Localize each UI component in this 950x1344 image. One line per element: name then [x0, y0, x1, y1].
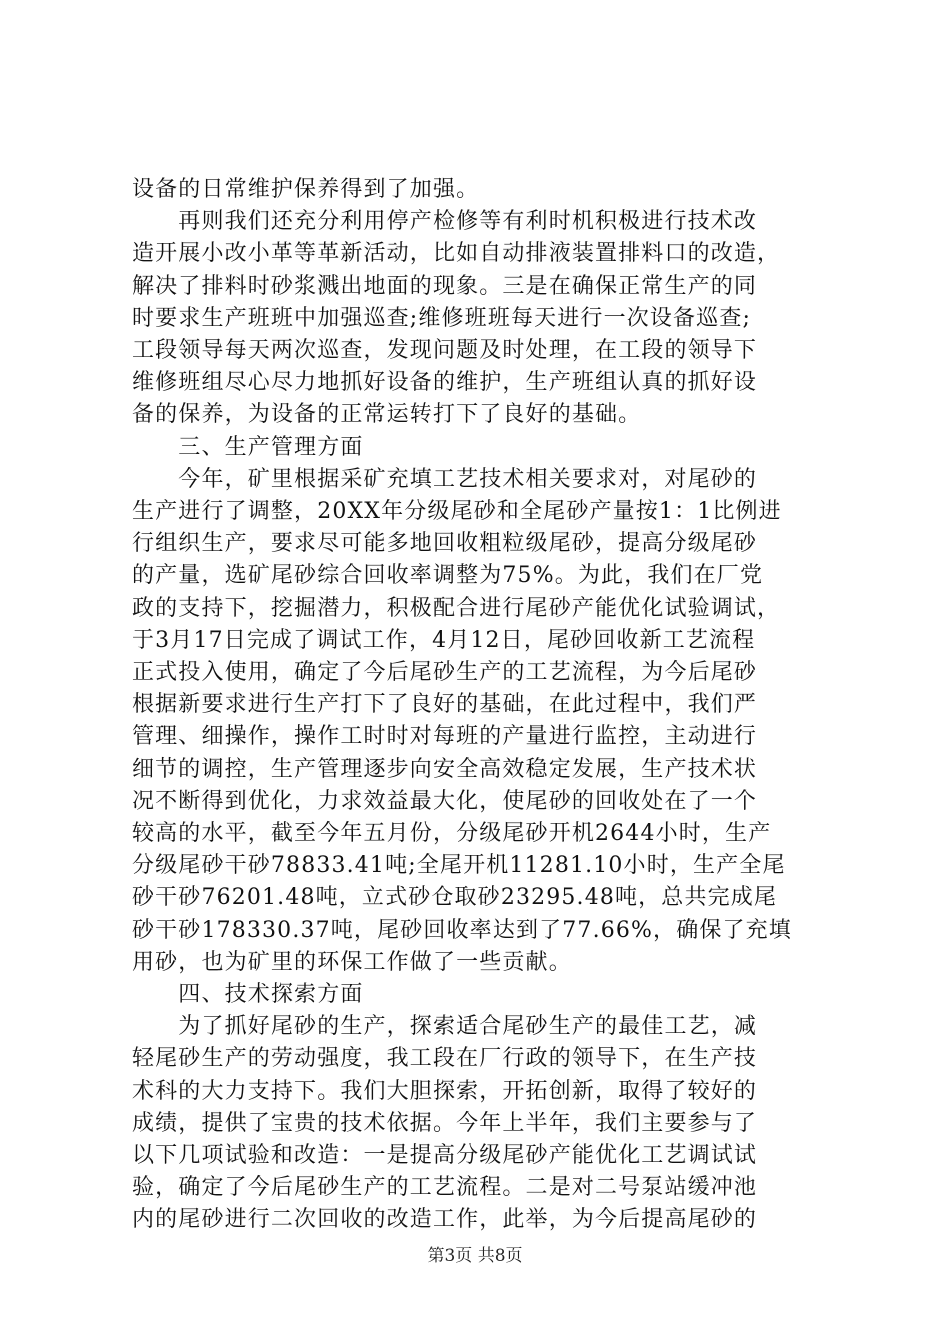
text-line: 根据新要求进行生产打下了良好的基础，在此过程中，我们严 — [132, 692, 758, 718]
text-line: 的产量，选矿尾砂综合回收率调整为75%。为此，我们在厂党 — [132, 563, 764, 589]
text-line: 今年，矿里根据采矿充填工艺技术相关要求对，对尾砂的 — [132, 466, 758, 492]
text-line: 内的尾砂进行二次回收的改造工作，此举，为今后提高尾砂的 — [132, 1207, 758, 1233]
text-line: 时要求生产班班中加强巡查;维修班班每天进行一次设备巡查; — [132, 305, 752, 331]
text-line: 以下几项试验和改造：一是提高分级尾砂产能优化工艺调试试 — [132, 1143, 758, 1168]
text-line: 细节的调控，生产管理逐步向安全高效稳定发展，生产技术状 — [132, 756, 758, 782]
text-line: 为了抓好尾砂的生产，探索适合尾砂生产的最佳工艺，减 — [132, 1014, 758, 1040]
page-footer: 第3页 共8页 — [427, 1246, 523, 1266]
text-line: 造开展小改小革等革新活动，比如自动排液装置排料口的改造， — [132, 241, 781, 267]
text-line: 成绩，提供了宝贵的技术依据。今年上半年，我们主要参与了 — [132, 1110, 758, 1136]
text-line: 四、技术探索方面 — [132, 982, 364, 1007]
text-line: 生产进行了调整，20XX年分级尾砂和全尾砂产量按1：1比例进 — [132, 499, 782, 524]
text-line: 砂干砂178330.37吨，尾砂回收率达到了77.66%，确保了充填 — [132, 917, 792, 943]
text-line: 管理、细操作，操作工时时对每班的产量进行监控，主动进行 — [132, 724, 758, 750]
text-line: 再则我们还充分利用停产检修等有利时机积极进行技术改 — [132, 209, 758, 235]
text-line: 行组织生产，要求尽可能多地回收粗粒级尾砂，提高分级尾砂 — [132, 531, 758, 557]
text-line: 于3月17日完成了调试工作，4月12日，尾砂回收新工艺流程 — [132, 627, 756, 653]
text-line: 验，确定了今后尾砂生产的工艺流程。二是对二号泵站缓冲池 — [132, 1175, 758, 1201]
text-line: 正式投入使用，确定了今后尾砂生产的工艺流程，为今后尾砂 — [132, 660, 758, 685]
text-line: 分级尾砂干砂78833.41吨;全尾开机11281.10小时，生产全尾 — [132, 853, 786, 879]
text-line: 解决了排料时砂浆溅出地面的现象。三是在确保正常生产的同 — [132, 273, 758, 299]
text-line: 轻尾砂生产的劳动强度，我工段在厂行政的领导下，在生产技 — [132, 1046, 758, 1072]
text-line: 政的支持下，挖掘潜力，积极配合进行尾砂产能优化试验调试， — [132, 595, 781, 621]
text-line: 用砂，也为矿里的环保工作做了一些贡献。 — [132, 949, 572, 975]
text-line: 况不断得到优化，力求效益最大化，使尾砂的回收处在了一个 — [132, 788, 758, 814]
text-line: 术科的大力支持下。我们大胆探索，开拓创新，取得了较好的 — [132, 1078, 758, 1104]
text-line: 备的保养，为设备的正常运转打下了良好的基础。 — [132, 402, 642, 428]
text-line: 设备的日常维护保养得到了加强。 — [132, 177, 480, 202]
text-line: 工段领导每天两次巡查，发现问题及时处理，在工段的领导下 — [132, 338, 758, 363]
text-line: 维修班组尽心尽力地抓好设备的维护，生产班组认真的抓好设 — [132, 370, 758, 396]
text-line: 较高的水平，截至今年五月份，分级尾砂开机2644小时，生产 — [132, 821, 772, 846]
text-line: 砂干砂76201.48吨，立式砂仓取砂23295.48吨，总共完成尾 — [132, 885, 778, 911]
text-line: 三、生产管理方面 — [132, 434, 364, 460]
